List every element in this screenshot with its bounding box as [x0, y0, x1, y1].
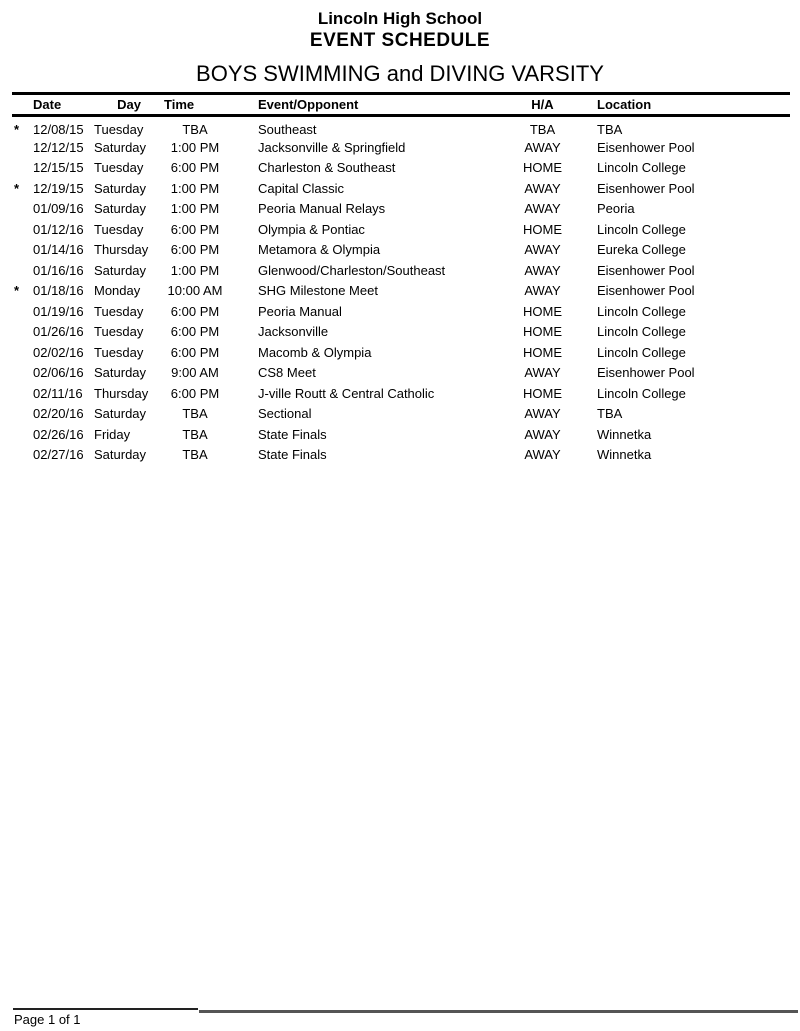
date-cell: 12/19/15 — [33, 180, 84, 196]
date-cell: 01/16/16 — [33, 262, 84, 278]
team-subtitle: BOYS SWIMMING and DIVING VARSITY — [196, 61, 604, 86]
day-cell: Saturday — [94, 139, 147, 155]
time-cell: 1:00 PM — [170, 201, 220, 217]
star-cell — [12, 199, 28, 220]
event-schedule-table — [12, 92, 790, 465]
table-row — [12, 342, 790, 363]
column-header-home-away: H/A — [520, 94, 565, 116]
table-row — [12, 116, 790, 138]
time-cell: TBA — [182, 447, 208, 463]
date-cell: 02/27/16 — [33, 447, 84, 463]
event-opponent-cell: Glenwood/Charleston/Southeast — [258, 262, 446, 278]
day-cell: Tuesday — [94, 221, 144, 237]
table-row — [12, 178, 790, 199]
table-row — [12, 424, 790, 445]
footer-rule-left — [13, 1008, 198, 1010]
time-cell: 6:00 PM — [170, 160, 220, 176]
time-cell: TBA — [182, 406, 208, 422]
table-header — [12, 94, 790, 116]
time-cell: TBA — [182, 426, 208, 442]
event-opponent-cell: Capital Classic — [258, 180, 344, 196]
footer-rule-right — [199, 1010, 798, 1013]
time-cell: 6:00 PM — [170, 303, 220, 319]
document-header — [0, 0, 800, 88]
star-cell — [12, 240, 28, 261]
table-row — [12, 199, 790, 220]
table-row — [12, 260, 790, 281]
event-opponent-cell: Peoria Manual Relays — [258, 201, 386, 217]
day-cell: Saturday — [94, 180, 147, 196]
column-header-event-opponent: Event/Opponent — [240, 94, 520, 116]
table-header-row — [12, 94, 790, 116]
home-away-cell: AWAY — [524, 426, 561, 442]
day-cell: Saturday — [94, 365, 147, 381]
home-away-cell: HOME — [523, 221, 562, 237]
home-away-cell: AWAY — [524, 283, 561, 299]
star-cell — [12, 219, 28, 240]
home-away-cell: HOME — [523, 160, 562, 176]
event-opponent-cell: Southeast — [258, 122, 317, 137]
star-cell — [12, 260, 28, 281]
star-cell — [12, 158, 28, 179]
star-cell — [12, 301, 28, 322]
day-cell: Tuesday — [94, 303, 144, 319]
date-cell: 01/14/16 — [33, 242, 84, 258]
table-row — [12, 445, 790, 466]
home-away-cell: HOME — [523, 344, 562, 360]
location-cell: Eisenhower Pool — [597, 139, 695, 155]
star-cell: * — [14, 283, 20, 299]
date-cell: 01/26/16 — [33, 324, 84, 340]
event-opponent-cell: Metamora & Olympia — [258, 242, 381, 258]
column-header-date: Date — [28, 94, 90, 116]
time-cell: 6:00 PM — [170, 324, 220, 340]
event-opponent-cell: Charleston & Southeast — [258, 160, 396, 176]
event-opponent-cell: Jacksonville — [258, 324, 329, 340]
page-number: Page 1 of 1 — [14, 1012, 81, 1027]
location-cell: Eureka College — [597, 242, 686, 258]
table-row — [12, 158, 790, 179]
home-away-cell: AWAY — [524, 406, 561, 422]
time-cell: 6:00 PM — [170, 242, 220, 258]
event-opponent-cell: Sectional — [258, 406, 312, 422]
location-cell: Eisenhower Pool — [597, 180, 695, 196]
star-cell — [12, 342, 28, 363]
location-cell: TBA — [597, 122, 623, 137]
date-cell: 01/09/16 — [33, 201, 84, 217]
home-away-cell: TBA — [529, 122, 556, 137]
table-row — [12, 301, 790, 322]
star-cell — [12, 404, 28, 425]
day-cell: Thursday — [94, 242, 149, 258]
date-cell: 12/12/15 — [33, 139, 84, 155]
time-cell: 6:00 PM — [170, 385, 220, 401]
event-opponent-cell: Olympia & Pontiac — [258, 221, 365, 237]
document-title: EVENT SCHEDULE — [309, 30, 491, 51]
day-cell: Friday — [94, 426, 131, 442]
day-cell: Tuesday — [94, 344, 144, 360]
home-away-cell: AWAY — [524, 180, 561, 196]
time-cell: 6:00 PM — [170, 221, 220, 237]
star-cell — [12, 322, 28, 343]
star-cell — [12, 424, 28, 445]
location-cell: Lincoln College — [597, 221, 686, 237]
table-row — [12, 240, 790, 261]
table-row — [12, 322, 790, 343]
time-cell: 10:00 AM — [167, 283, 223, 299]
school-name: Lincoln High School — [317, 9, 483, 28]
location-cell: Eisenhower Pool — [597, 283, 695, 299]
time-cell: 6:00 PM — [170, 344, 220, 360]
event-opponent-cell: Jacksonville & Springfield — [258, 139, 406, 155]
location-cell: Peoria — [597, 201, 635, 217]
star-cell — [12, 445, 28, 466]
home-away-cell: HOME — [523, 303, 562, 319]
day-cell: Monday — [94, 283, 141, 299]
star-cell — [12, 363, 28, 384]
table-row — [12, 404, 790, 425]
home-away-cell: AWAY — [524, 447, 561, 463]
location-cell: Lincoln College — [597, 324, 686, 340]
event-opponent-cell: State Finals — [258, 426, 327, 442]
table-body — [12, 116, 790, 466]
home-away-cell: AWAY — [524, 242, 561, 258]
time-cell: 1:00 PM — [170, 180, 220, 196]
location-cell: Lincoln College — [597, 160, 686, 176]
column-header-star — [12, 94, 28, 116]
column-header-day: Day — [90, 94, 150, 116]
home-away-cell: AWAY — [524, 365, 561, 381]
home-away-cell: AWAY — [524, 139, 561, 155]
date-cell: 02/11/16 — [33, 385, 83, 401]
location-cell: Lincoln College — [597, 303, 686, 319]
home-away-cell: HOME — [523, 385, 562, 401]
event-opponent-cell: State Finals — [258, 447, 327, 463]
home-away-cell: AWAY — [524, 201, 561, 217]
column-header-location: Location — [565, 94, 790, 116]
time-cell: 1:00 PM — [170, 262, 220, 278]
star-cell: * — [14, 180, 20, 196]
table-row — [12, 219, 790, 240]
location-cell: Eisenhower Pool — [597, 365, 695, 381]
date-cell: 01/18/16 — [33, 283, 84, 299]
time-cell: TBA — [182, 122, 208, 137]
date-cell: 12/15/15 — [33, 160, 84, 176]
table-row — [12, 137, 790, 158]
date-cell: 02/26/16 — [33, 426, 84, 442]
home-away-cell: AWAY — [524, 262, 561, 278]
location-cell: Winnetka — [597, 447, 652, 463]
event-opponent-cell: CS8 Meet — [258, 365, 316, 381]
day-cell: Tuesday — [94, 324, 144, 340]
event-opponent-cell: Macomb & Olympia — [258, 344, 372, 360]
event-opponent-cell: Peoria Manual — [258, 303, 342, 319]
star-cell — [12, 383, 28, 404]
time-cell: 1:00 PM — [170, 139, 220, 155]
table-row — [12, 383, 790, 404]
day-cell: Saturday — [94, 406, 147, 422]
column-header-time: Time — [150, 94, 240, 116]
day-cell: Tuesday — [94, 160, 144, 176]
table-row — [12, 363, 790, 384]
date-cell: 01/12/16 — [33, 221, 84, 237]
time-cell: 9:00 AM — [171, 365, 219, 381]
date-cell: 02/20/16 — [33, 406, 84, 422]
location-cell: Lincoln College — [597, 385, 686, 401]
location-cell: Lincoln College — [597, 344, 686, 360]
day-cell: Saturday — [94, 447, 147, 463]
star-cell — [12, 137, 28, 158]
location-cell: Eisenhower Pool — [597, 262, 695, 278]
date-cell: 01/19/16 — [33, 303, 84, 319]
event-opponent-cell: SHG Milestone Meet — [258, 283, 378, 299]
day-cell: Saturday — [94, 262, 147, 278]
day-cell: Thursday — [94, 385, 149, 401]
table-row — [12, 281, 790, 302]
event-opponent-cell: J-ville Routt & Central Catholic — [258, 385, 435, 401]
date-cell: 02/06/16 — [33, 365, 84, 381]
location-cell: Winnetka — [597, 426, 652, 442]
day-cell: Tuesday — [94, 122, 144, 137]
date-cell: 02/02/16 — [33, 344, 84, 360]
home-away-cell: HOME — [523, 324, 562, 340]
day-cell: Saturday — [94, 201, 147, 217]
star-cell: * — [14, 122, 20, 137]
date-cell: 12/08/15 — [33, 122, 84, 137]
location-cell: TBA — [597, 406, 623, 422]
